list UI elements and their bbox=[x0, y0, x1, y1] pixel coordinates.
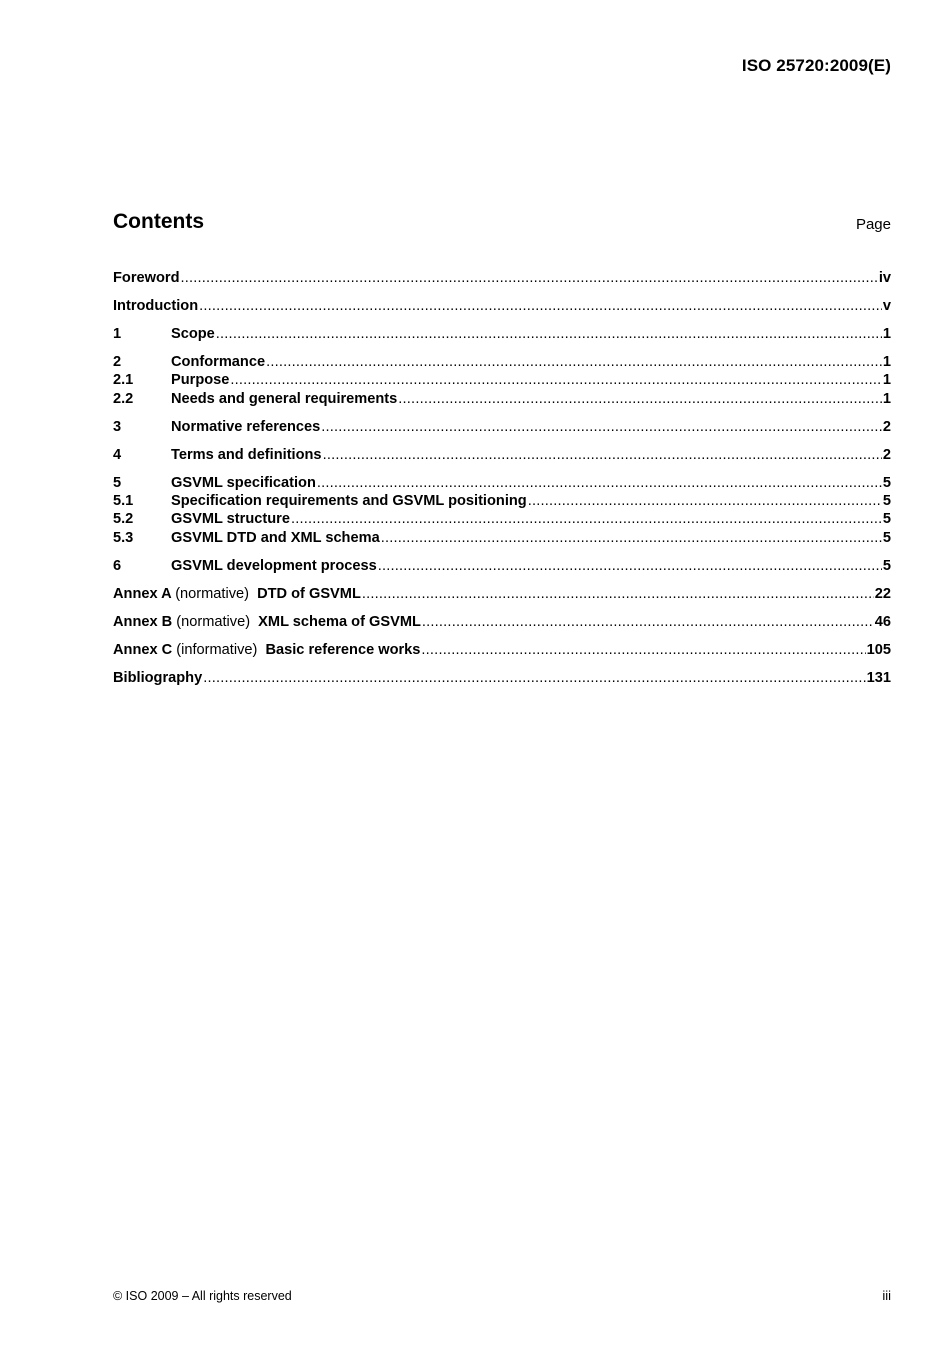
toc-entry-label: Conformance bbox=[171, 353, 266, 370]
toc-entry-label: GSVML specification bbox=[171, 474, 316, 491]
dot-leader bbox=[199, 297, 882, 315]
toc-entry-label: Introduction bbox=[113, 297, 199, 314]
toc-entry-label: Terms and definitions bbox=[171, 446, 322, 463]
toc-entry-number: 5.1 bbox=[113, 493, 134, 510]
table-of-contents bbox=[113, 269, 891, 687]
dot-leader bbox=[321, 418, 882, 436]
toc-entry-page: 22 bbox=[874, 585, 891, 602]
toc-entry-label: Normative references bbox=[171, 418, 321, 435]
toc-entry-label bbox=[113, 613, 421, 631]
toc-entry-page: 1 bbox=[882, 372, 891, 389]
toc-entry-3[interactable] bbox=[113, 418, 891, 436]
dot-leader bbox=[317, 474, 882, 492]
dot-leader bbox=[422, 613, 874, 631]
toc-entry-label: Specification requirements and GSVML positioning bbox=[171, 493, 527, 510]
toc-entry-label: Needs and general requirements bbox=[171, 390, 398, 407]
annex-status: (normative) bbox=[175, 585, 249, 602]
toc-entry-5[interactable] bbox=[113, 474, 891, 492]
toc-entry-number: 6 bbox=[113, 557, 122, 574]
toc-entry-number: 4 bbox=[113, 446, 122, 463]
toc-entry-number: 2.2 bbox=[113, 390, 134, 407]
toc-entry-page: 5 bbox=[882, 529, 891, 546]
toc-entry-6[interactable] bbox=[113, 557, 891, 575]
annex-title: Basic reference works bbox=[265, 641, 421, 658]
dot-leader bbox=[266, 353, 882, 371]
toc-entry-5-1[interactable] bbox=[113, 492, 891, 510]
annex-title: XML schema of GSVML bbox=[258, 613, 421, 630]
toc-entry-5-2[interactable] bbox=[113, 510, 891, 528]
toc-entry-annex-c[interactable] bbox=[113, 641, 891, 659]
footer-copyright: © ISO 2009 – All rights reserved bbox=[113, 1289, 292, 1303]
toc-entry-bibliography[interactable] bbox=[113, 669, 891, 687]
toc-entry-page: iv bbox=[878, 270, 891, 286]
toc-entry-label: GSVML structure bbox=[171, 511, 290, 528]
dot-leader bbox=[381, 529, 882, 547]
toc-entry-page: 2 bbox=[882, 446, 891, 463]
toc-entry-page: 131 bbox=[866, 669, 891, 686]
toc-entry-page: 1 bbox=[882, 325, 891, 342]
toc-entry-page: 5 bbox=[882, 557, 891, 574]
dot-leader bbox=[291, 510, 882, 528]
toc-entry-label: Purpose bbox=[171, 372, 230, 389]
annex-designation: Annex C bbox=[113, 641, 173, 658]
contents-header bbox=[113, 210, 891, 238]
toc-entry-number: 2.1 bbox=[113, 372, 134, 389]
annex-designation: Annex B bbox=[113, 613, 173, 630]
dot-leader bbox=[398, 390, 882, 408]
toc-entry-page: v bbox=[882, 297, 891, 314]
toc-entry-number: 5 bbox=[113, 474, 122, 491]
toc-entry-2-2[interactable] bbox=[113, 390, 891, 408]
page-column-label: Page bbox=[855, 216, 891, 233]
annex-designation: Annex A bbox=[113, 585, 172, 602]
toc-entry-page: 1 bbox=[882, 390, 891, 407]
toc-entry-page: 1 bbox=[882, 353, 891, 370]
toc-entry-introduction[interactable] bbox=[113, 297, 891, 315]
dot-leader bbox=[421, 641, 865, 659]
toc-entry-page: 105 bbox=[866, 641, 891, 658]
dot-leader bbox=[180, 269, 877, 287]
toc-entry-label: GSVML development process bbox=[171, 557, 377, 574]
toc-entry-annex-a[interactable] bbox=[113, 585, 891, 603]
toc-entry-page: 5 bbox=[882, 493, 891, 510]
toc-entry-number: 5.2 bbox=[113, 511, 134, 528]
toc-entry-2-1[interactable] bbox=[113, 371, 891, 389]
dot-leader bbox=[216, 325, 882, 343]
dot-leader bbox=[528, 492, 882, 510]
toc-entry-number: 2 bbox=[113, 353, 122, 370]
dot-leader bbox=[230, 371, 881, 389]
toc-entry-label: Bibliography bbox=[113, 669, 203, 686]
toc-entry-page: 5 bbox=[882, 474, 891, 491]
toc-entry-5-3[interactable] bbox=[113, 529, 891, 547]
toc-entry-number: 5.3 bbox=[113, 529, 134, 546]
dot-leader bbox=[362, 585, 874, 603]
toc-entry-page: 46 bbox=[874, 613, 891, 630]
toc-entry-page: 2 bbox=[882, 418, 891, 435]
annex-title: DTD of GSVML bbox=[257, 585, 361, 602]
annex-status: (informative) bbox=[176, 641, 258, 658]
document-id: ISO 25720:2009(E) bbox=[741, 56, 891, 75]
toc-entry-2[interactable] bbox=[113, 353, 891, 371]
contents-title: Contents bbox=[113, 210, 204, 233]
toc-entry-label bbox=[113, 641, 420, 659]
toc-entry-label bbox=[113, 585, 361, 603]
toc-entry-label: Foreword bbox=[113, 270, 180, 286]
toc-entry-4[interactable] bbox=[113, 446, 891, 464]
toc-entry-1[interactable] bbox=[113, 325, 891, 343]
footer-page-number: iii bbox=[882, 1288, 891, 1303]
toc-entry-page: 5 bbox=[882, 511, 891, 528]
toc-entry-foreword[interactable] bbox=[113, 269, 891, 287]
toc-entry-label: GSVML DTD and XML schema bbox=[171, 529, 380, 546]
toc-entry-annex-b[interactable] bbox=[113, 613, 891, 631]
toc-entry-label: Scope bbox=[171, 325, 215, 342]
dot-leader bbox=[378, 557, 882, 575]
toc-entry-number: 1 bbox=[113, 325, 122, 342]
annex-status: (normative) bbox=[176, 613, 251, 630]
toc-entry-number: 3 bbox=[113, 418, 122, 435]
dot-leader bbox=[203, 669, 865, 687]
dot-leader bbox=[323, 446, 882, 464]
